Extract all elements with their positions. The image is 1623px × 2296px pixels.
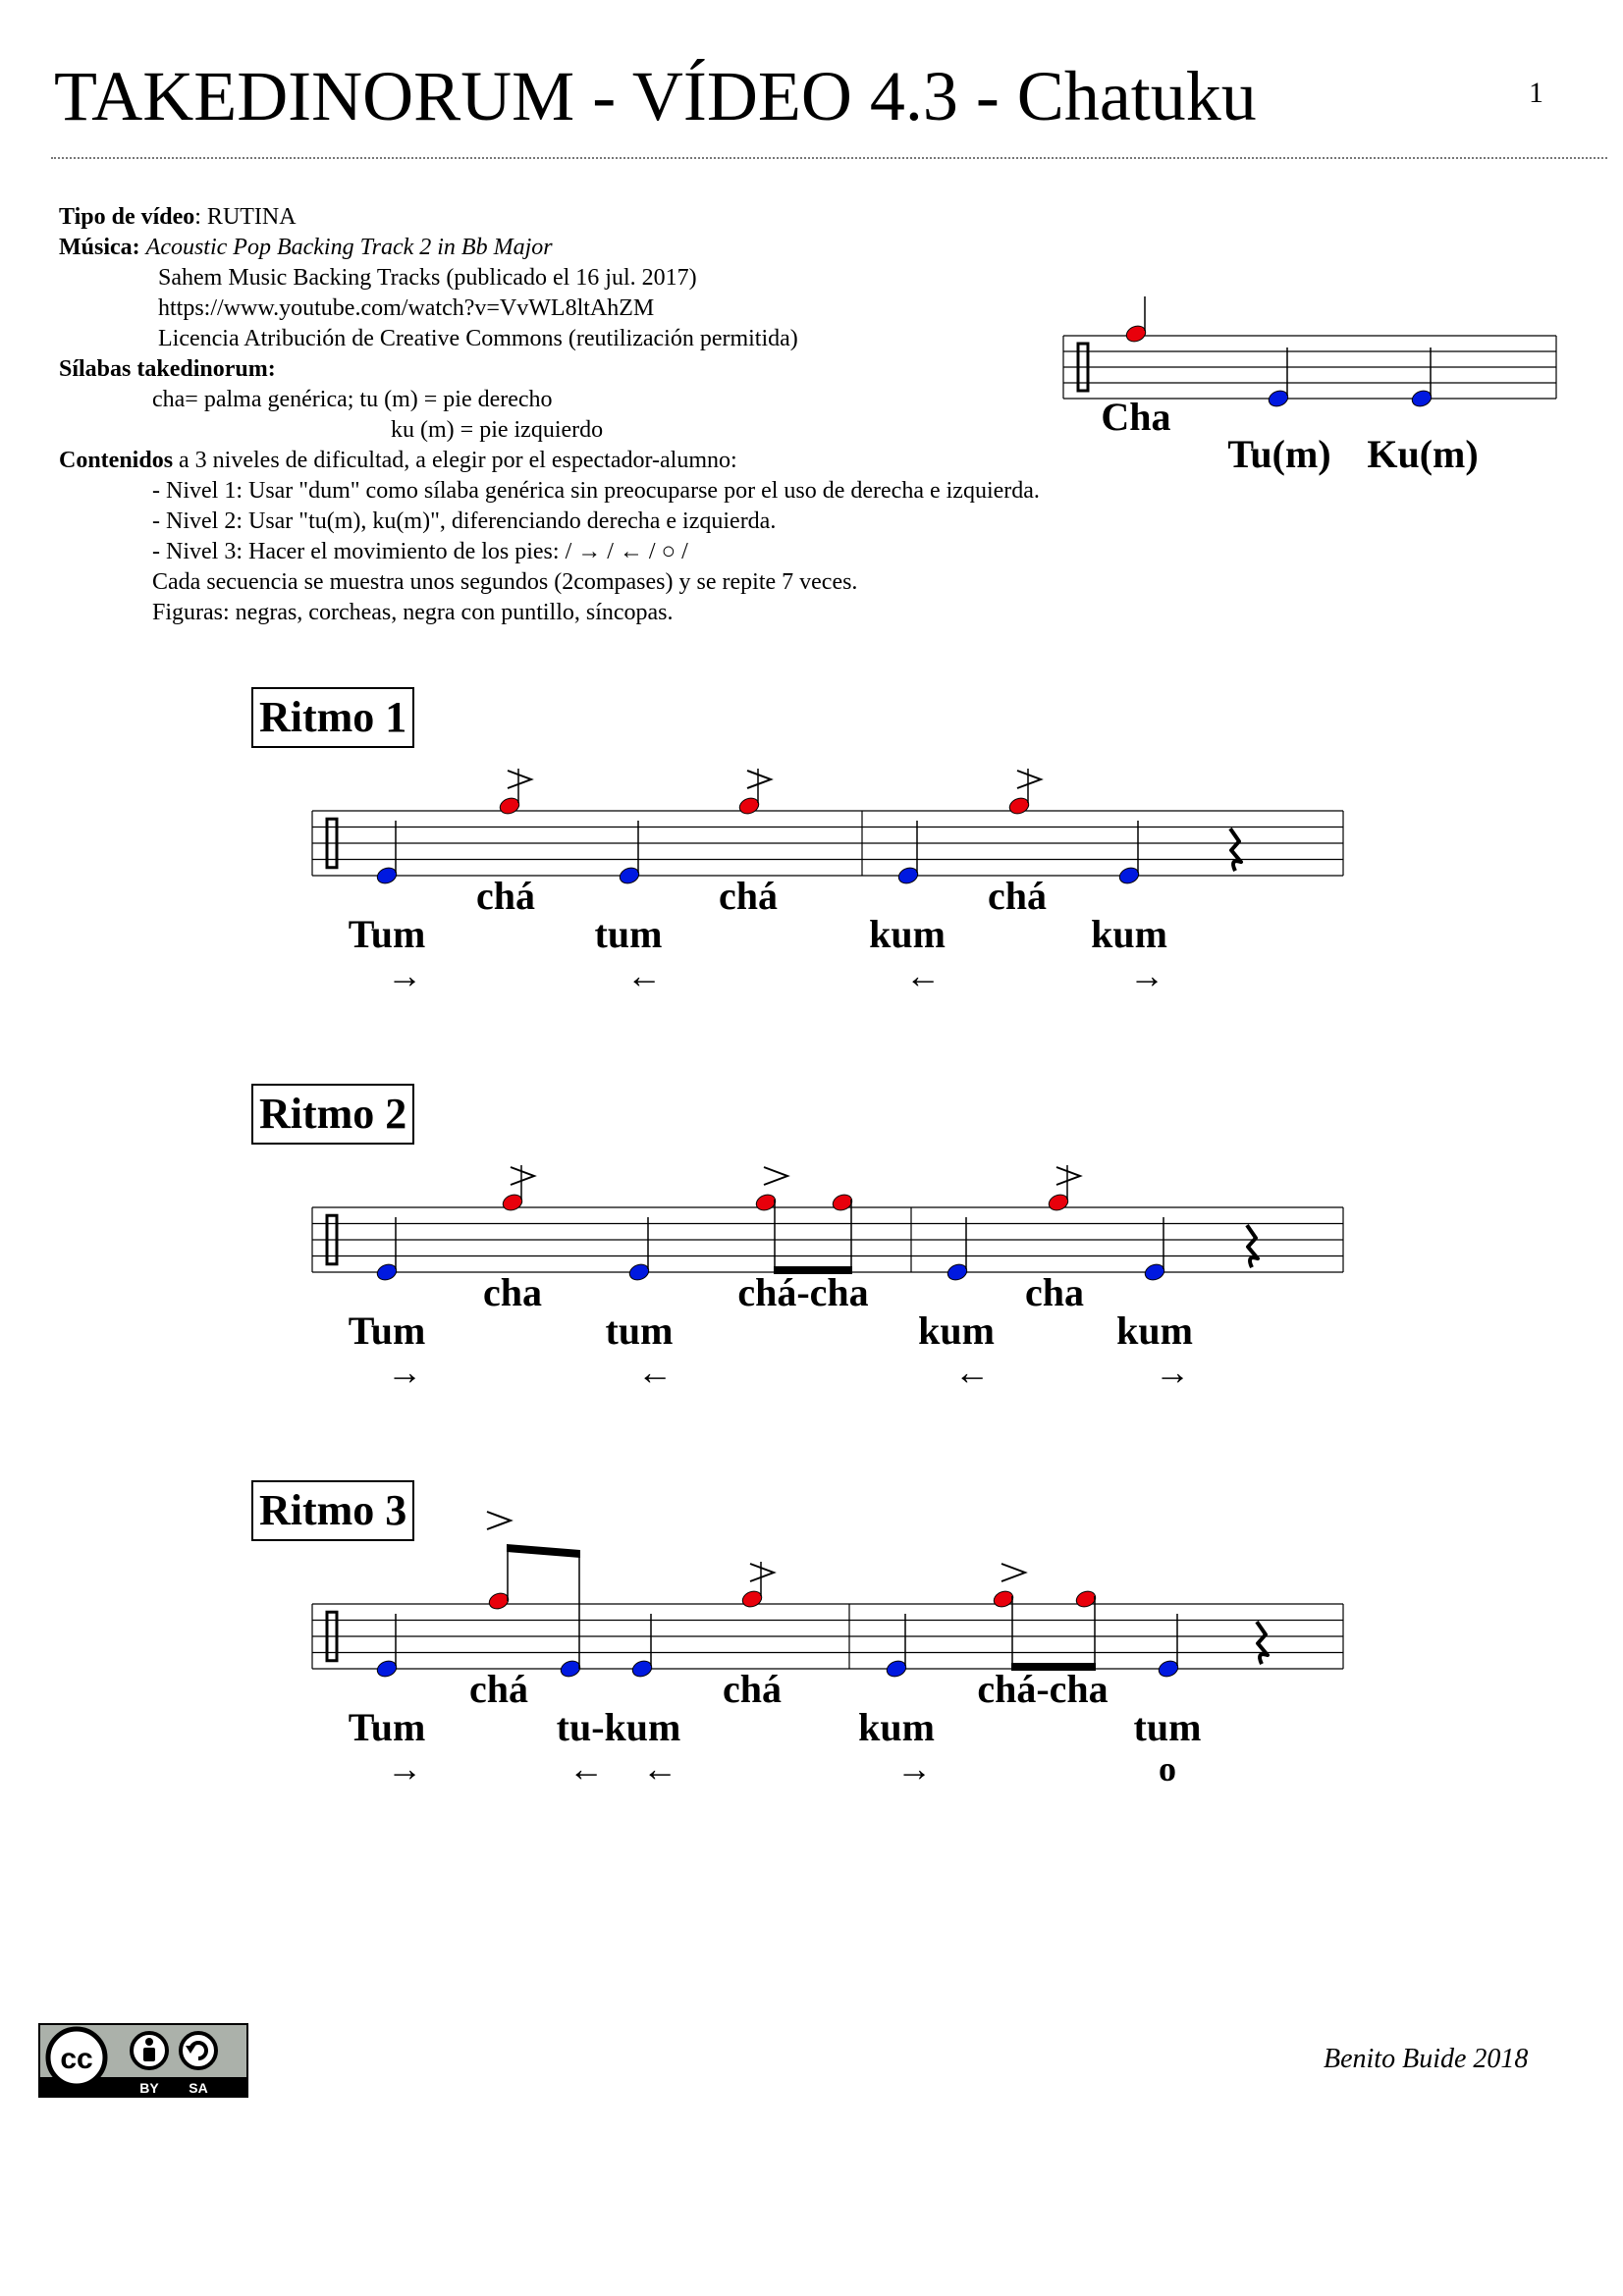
ritmo-1-note-clap (1007, 769, 1031, 817)
ritmo-1-arrow: → (387, 956, 422, 995)
share-alike-icon (181, 2033, 216, 2068)
musica-url[interactable]: https://www.youtube.com/watch?v=VvWL8ltAhZM (158, 295, 655, 321)
ritmo-2-note-foot (375, 1217, 399, 1283)
ritmo-3-note-foot (885, 1614, 908, 1680)
ritmo-1-note-foot (1117, 821, 1141, 886)
ritmo-2-syllable-foot: kum (918, 1308, 995, 1353)
ritmo-3-accent (487, 1512, 511, 1529)
ritmo-2-accent (1056, 1167, 1080, 1185)
legend-note-cha (1124, 296, 1148, 345)
ritmo-2-syllable-clap-pair: chá-cha (737, 1270, 869, 1314)
ritmo-2-accent (764, 1167, 787, 1185)
ritmo-3-note-foot (1157, 1614, 1180, 1680)
ritmo-1-syllable-clap: chá (988, 874, 1047, 918)
ritmo-2-syllable-foot: kum (1116, 1308, 1193, 1353)
ritmo-3-syllable-foot-pair: tu-kum (556, 1705, 681, 1749)
secuencia-note: Cada secuencia se muestra unos segundos (2compases) y se repite 7 veces. (152, 569, 858, 595)
ritmo-1-syllable-foot: Tum (348, 912, 426, 956)
legend-note-tum (1267, 347, 1290, 409)
ritmo-2-note-clap (501, 1165, 524, 1213)
ritmo-2-note-foot (1143, 1217, 1166, 1283)
page-number: 1 (1529, 77, 1543, 109)
ritmo-1-arrow: ← (905, 956, 941, 995)
cc-by-sa-badge (39, 2024, 247, 2097)
contenidos-label: Contenidos (59, 448, 174, 473)
ritmo-3-accent (750, 1564, 774, 1581)
ritmo-3-accent (1001, 1564, 1025, 1581)
ritmo-1-syllable-clap: chá (719, 874, 778, 918)
ritmo-3-note-foot (375, 1614, 399, 1680)
ritmo-1-syllable-foot: kum (869, 912, 946, 956)
legend-tum-label: Tu(m) (1227, 432, 1331, 476)
ritmo-2-note-clap (1047, 1165, 1070, 1213)
legend-kum-label: Ku(m) (1367, 432, 1479, 476)
ritmo-2-label: Ritmo 2 (251, 1084, 414, 1145)
silabas-line1: cha= palma genérica; tu (m) = pie derecho (152, 387, 553, 412)
ritmo-1-label: Ritmo 1 (251, 687, 414, 748)
ritmo-3-beam (507, 1544, 580, 1558)
author-footer: Benito Buide 2018 (1324, 2044, 1529, 2074)
nivel-3: - Nivel 3: Hacer el movimiento de los pies: / → / ← / ○ / (152, 539, 688, 564)
ritmo-1-note-clap (737, 769, 761, 817)
ritmo-3-label: Ritmo 3 (251, 1480, 414, 1541)
ritmo-3-arrow: → (387, 1749, 422, 1789)
ritmo-1-accent (1017, 771, 1041, 788)
ritmo-2-arrow: → (387, 1353, 422, 1392)
legend-staff (1063, 336, 1556, 399)
ritmo-2-arrow: → (1155, 1353, 1190, 1392)
ritmo-2-accent (511, 1167, 534, 1185)
ritmo-3-arrow: ← (642, 1749, 677, 1789)
silabas-line2: ku (m) = pie izquierdo (391, 417, 604, 443)
nivel-2: - Nivel 2: Usar "tu(m), ku(m)", diferenciando derecha e izquierda. (152, 508, 777, 534)
ritmo-3-syllable-foot: kum (858, 1705, 935, 1749)
notes (375, 296, 1434, 1680)
ritmo-1-rest (1230, 828, 1241, 871)
ritmo-2-syllable-clap: cha (1025, 1270, 1084, 1314)
figuras-note: Figuras: negras, corcheas, negra con puntillo, síncopas. (152, 600, 674, 625)
ritmo-1-arrow: → (1129, 956, 1164, 995)
ritmo-3-arrow: o (1159, 1749, 1176, 1789)
ritmo-3-syllable-clap-pair: chá-cha (977, 1667, 1109, 1711)
ritmo-2-arrow: ← (637, 1353, 673, 1392)
ritmo-3-arrow: → (896, 1749, 932, 1789)
tipo-label: Tipo de vídeo (59, 204, 195, 230)
ritmo-1-arrow: ← (626, 956, 662, 995)
ritmo-2-syllable-clap: cha (483, 1270, 542, 1314)
contenidos-intro: a 3 niveles de dificultad, a elegir por el espectador-alumno: (173, 448, 737, 473)
musica-title: Acoustic Pop Backing Track 2 in Bb Major (145, 235, 553, 260)
ritmo-3-rest (1257, 1622, 1268, 1664)
badge-label-by: BY (139, 2080, 159, 2096)
cc-icon (48, 2029, 105, 2086)
ritmo-1-accent (747, 771, 771, 788)
ritmo-1-syllable-clap: chá (476, 874, 535, 918)
nivel-1: - Nivel 1: Usar "dum" como sílaba genérica sin preocuparse por el uso de derecha e izquierda. (152, 478, 1040, 504)
ritmo-2-syllable-foot: Tum (348, 1308, 426, 1353)
by-person-icon (132, 2033, 167, 2068)
ritmo-3-note-clap (740, 1562, 764, 1610)
ritmo-2-note-foot (627, 1217, 651, 1283)
ritmo-1-note-foot (896, 821, 920, 886)
svg-text:cc: cc (60, 2043, 93, 2075)
musica-license: Licencia Atribución de Creative Commons (reutilización permitida) (158, 326, 798, 351)
ritmo-3-staff (312, 1604, 1343, 1669)
ritmo-3-syllable-foot: tum (1133, 1705, 1202, 1749)
legend-cha-label: Cha (1101, 395, 1171, 439)
ritmo-3-arrow: ← (568, 1749, 604, 1789)
musica-label: Música: (59, 235, 140, 260)
ritmo-1-note-foot (375, 821, 399, 886)
legend-note-kum (1410, 347, 1434, 409)
ritmo-1-note-foot (618, 821, 641, 886)
ritmo-1-staff (312, 811, 1343, 876)
staves (312, 336, 1556, 1669)
tipo-value: : RUTINA (194, 204, 297, 230)
ritmo-2-syllable-foot: tum (605, 1308, 674, 1353)
ritmo-1-syllable-foot: tum (594, 912, 663, 956)
ritmo-3-syllable-clap: chá (469, 1667, 528, 1711)
page-title: TAKEDINORUM - VÍDEO 4.3 - Chatuku (54, 57, 1257, 135)
ritmo-3-note-foot (630, 1614, 654, 1680)
ritmo-3-syllable-clap: chá (723, 1667, 782, 1711)
ritmo-2-arrow: ← (954, 1353, 990, 1392)
ritmo-1-syllable-foot: kum (1091, 912, 1167, 956)
syllable-labels (349, 395, 1479, 1789)
ritmo-1-accent (508, 771, 531, 788)
ritmo-1-note-clap (498, 769, 521, 817)
ritmo-3-syllable-foot: Tum (348, 1705, 426, 1749)
ritmo-2-staff (312, 1207, 1343, 1272)
ritmo-2-rest (1247, 1225, 1258, 1267)
musica-source: Sahem Music Backing Tracks (publicado el 16 jul. 2017) (158, 265, 697, 291)
badge-label-sa: SA (189, 2080, 208, 2096)
silabas-label: Sílabas takedinorum: (59, 356, 276, 382)
ritmo-2-note-foot (946, 1217, 969, 1283)
